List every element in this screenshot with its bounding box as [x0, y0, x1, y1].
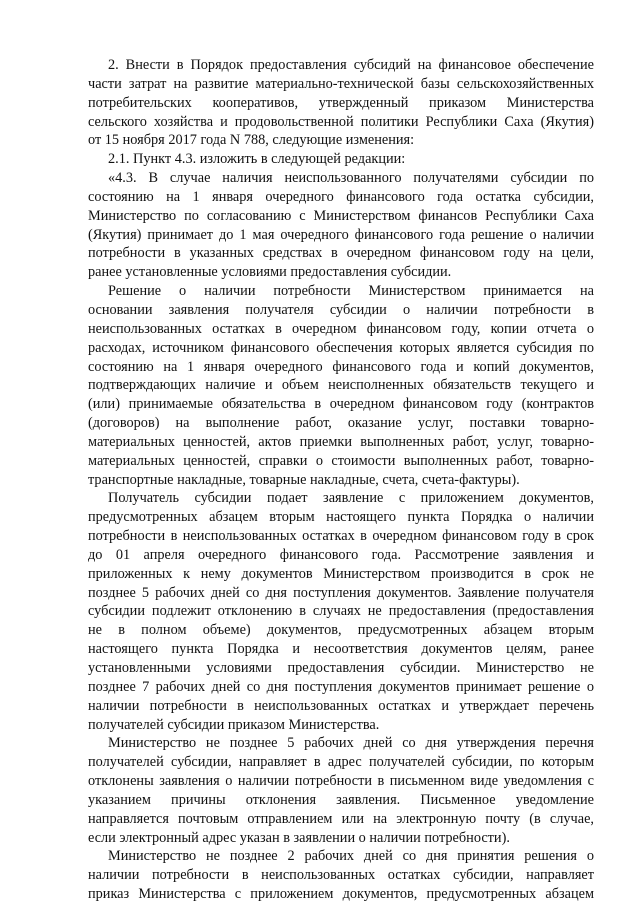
- text-line: наличии потребности в неиспользованных остатках субсидии, направляет: [88, 867, 594, 884]
- text-line: позднее 7 рабочих дней со дня поступления документов принимает решение о: [88, 678, 594, 695]
- text-line: позднее 5 рабочих дней со дня поступления документов. Заявление получателя: [88, 584, 594, 601]
- text-line: наличии потребности в неиспользованных остатках и утверждает перечень: [88, 697, 594, 714]
- text-line: материальных ценностей, справки о стоимости выполненных работ, товарно-: [88, 452, 594, 469]
- text-line: Министерство по согласованию с Министерством финансов Республики Саха: [88, 207, 594, 224]
- document-body: [88, 56, 594, 904]
- text-line: Министерство не позднее 2 рабочих дней со дня принятия решения о: [108, 848, 594, 865]
- text-line: потребности в указанных средствах в очередном финансовом году на цели,: [88, 245, 594, 262]
- text-line: материальных ценностей, актов приемки выполненных работ, услуг, товарно-: [88, 433, 594, 450]
- text-line: (или) принимаемые обязательства в очередном финансовом году (контрактов: [88, 396, 594, 413]
- text-line: потребительских кооперативов, утвержденный приказом Министерства: [88, 94, 594, 111]
- text-line: настоящего пункта Порядка и несоответствия документов целям, ранее: [88, 641, 594, 658]
- text-line: Министерство не позднее 5 рабочих дней со дня утверждения перечня: [108, 735, 594, 752]
- text-line: получателей субсидии, направляет в адрес получателей субсидии, по которым: [88, 754, 594, 771]
- text-line: сельского хозяйства и продовольственной политики Республики Саха (Якутия): [88, 113, 594, 130]
- text-line: транспортные накладные, товарные накладные, счета, счета-фактуры).: [88, 471, 520, 488]
- text-line: 2. Внести в Порядок предоставления субсидий на финансовое обеспечение: [108, 57, 594, 73]
- text-line: отклонены заявления о наличии потребности в письменном виде уведомления с: [88, 773, 594, 790]
- text-line: приказ Министерства с приложением документов, предусмотренных абзацем: [88, 886, 594, 903]
- text-line: субсидии подлежит отклонению в случаях не предоставления (предоставления: [88, 603, 594, 620]
- text-line: состоянию на 1 января очередного финансового года остатка субсидии,: [88, 188, 594, 205]
- text-line: установленными условиями предоставления субсидии. Министерство не: [88, 660, 594, 676]
- text-line: потребности в неиспользованных остатках в очередном финансовом году в срок: [88, 528, 594, 545]
- text-line: приложенных к нему документов Министерством производится в срок не: [88, 565, 594, 582]
- text-line: части затрат на развитие материально-технической базы сельскохозяйственных: [88, 75, 594, 92]
- text-line: получателей субсидии приказом Министерства.: [88, 716, 380, 733]
- text-line: «4.3. В случае наличия неиспользованного получателями субсидии по: [108, 170, 594, 187]
- text-line: расходах, источником финансового обеспечения которых является субсидия по: [88, 339, 594, 356]
- text-line: указанием причины отклонения заявления. Письменное уведомление: [88, 791, 594, 808]
- text-line: 2.1. Пункт 4.3. изложить в следующей редакции:: [108, 151, 406, 168]
- text-line: основании заявления получателя субсидии о наличии потребности в: [88, 301, 594, 318]
- text-line: (договоров) на выполнение работ, оказание услуг, поставки товарно-: [88, 415, 594, 432]
- text-line: если электронный адрес указан в заявлении о наличии потребности).: [88, 829, 510, 846]
- text-line: (Якутия) принимает до 1 мая очередного финансового года решение о наличии: [88, 226, 594, 243]
- text-line: Получатель субсидии подает заявление с приложением документов,: [108, 490, 594, 507]
- text-line: состоянию на 1 января очередного финансового года и копий документов,: [88, 358, 594, 375]
- text-line: не в полном объеме) документов, предусмотренных абзацем вторым: [88, 622, 594, 639]
- text-line: неиспользованных остатках в очередном финансовом году, копии отчета о: [88, 320, 594, 337]
- text-line: подтверждающих наличие и объем неисполненных обязательств текущего и: [88, 377, 594, 394]
- text-line: от 15 ноября 2017 года N 788, следующие изменения:: [88, 132, 415, 149]
- text-line: направляется почтовым отправлением или на электронную почту (в случае,: [88, 810, 594, 827]
- text-line: до 01 апреля очередного финансового года. Рассмотрение заявления и: [88, 546, 594, 563]
- text-line: Решение о наличии потребности Министерством принимается на: [108, 283, 594, 300]
- text-line: предусмотренных абзацем вторым настоящего пункта Порядка о наличии: [88, 509, 594, 526]
- text-line: ранее установленные условиями предоставления субсидии.: [88, 264, 452, 281]
